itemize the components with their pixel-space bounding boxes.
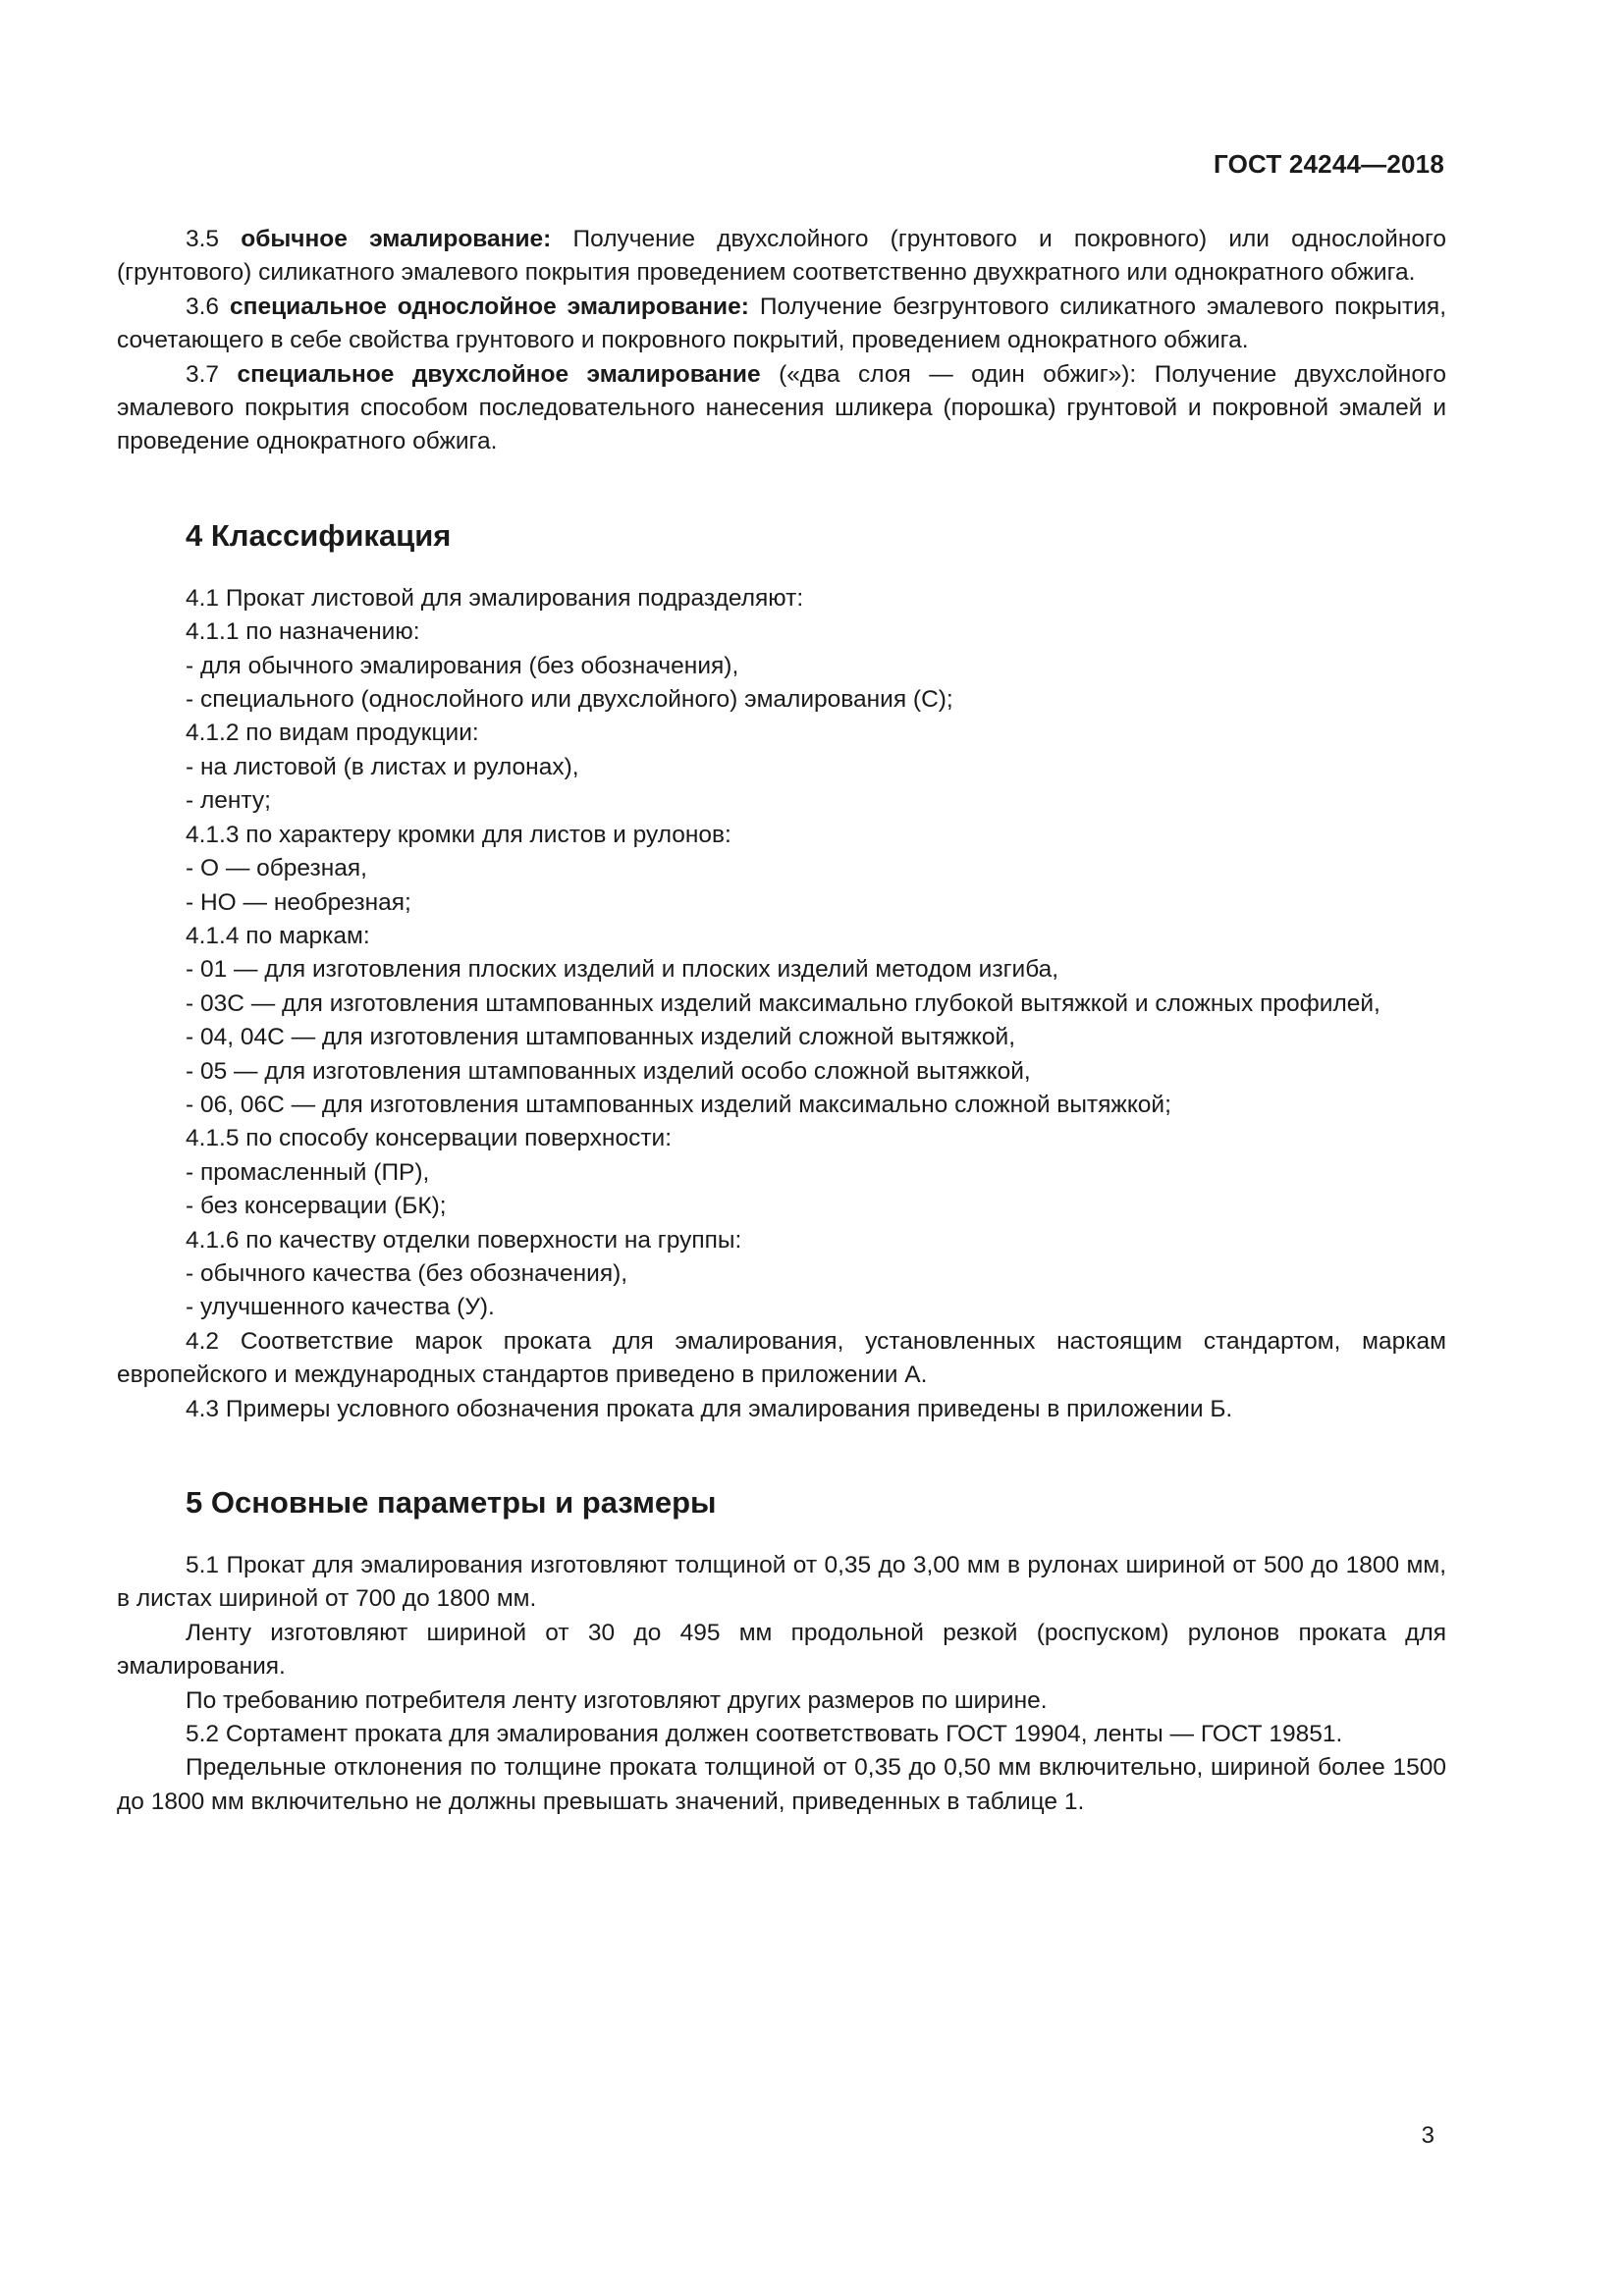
list-line: 4.1.5 по способу консервации поверхности: bbox=[186, 1125, 673, 1152]
clause-4-3: 4.3 Примеры условного обозначения проката для эмалирования приведены в приложении Б. bbox=[186, 1395, 1233, 1422]
clause-5-2: 5.2 Сортамент проката для эмалирования должен соответствовать ГОСТ 19904, ленты — ГОСТ 19851. bbox=[186, 1721, 1343, 1748]
list-line: - обычного качества (без обозначения), bbox=[186, 1259, 628, 1287]
clause-3-5 bbox=[117, 223, 1446, 291]
page-number: 3 bbox=[1421, 2122, 1434, 2149]
clause-3-7 bbox=[117, 358, 1446, 459]
clause-number: 3.5 bbox=[186, 226, 220, 252]
paragraph: Предельные отклонения по толщине проката толщиной от 0,35 до 0,50 мм включительно, шириной более 1500 до 1800 мм включительно не должны превышать значений, приведенных в таблице 1. bbox=[117, 1754, 1446, 1815]
list-line: - НО — необрезная; bbox=[186, 888, 411, 916]
list-line: - 05 — для изготовления штампованных изделий особо сложной вытяжкой, bbox=[186, 1057, 1031, 1085]
document-designation: ГОСТ 24244—2018 bbox=[1214, 149, 1444, 179]
list-line: 4.1.4 по маркам: bbox=[186, 922, 370, 949]
definition: Получение двухслойного (грунтового и покровного) или однослойного (грунтового) силикатного эмалевого покрытия проведением соответственно двухкратного или однократного обжига. bbox=[117, 226, 1447, 287]
term: специальное двухслойное эмалирование bbox=[237, 360, 761, 388]
list-line: - 04, 04С — для изготовления штампованных изделий сложной вытяжкой, bbox=[186, 1024, 1016, 1051]
list-line: - улучшенного качества (У). bbox=[186, 1294, 495, 1321]
list-line: - промасленный (ПР), bbox=[186, 1158, 430, 1186]
list-line: - на листовой (в листах и рулонах), bbox=[186, 753, 579, 780]
list-line: 4.1.3 по характеру кромки для листов и рулонов: bbox=[186, 821, 731, 848]
list-line: - без консервации (БК); bbox=[186, 1193, 447, 1220]
clause-4-2: 4.2 Соответствие марок проката для эмалирования, установленных настоящим стандартом, маркам европейского и международных стандартов приведено в приложении А. bbox=[117, 1327, 1446, 1389]
list-line: - ленту; bbox=[186, 787, 271, 815]
list-line: - для обычного эмалирования (без обозначения), bbox=[186, 652, 739, 679]
paragraph: По требованию потребителя ленту изготовляют других размеров по ширине. bbox=[186, 1686, 1048, 1714]
clause-3-6 bbox=[117, 291, 1446, 358]
clause-number: 3.7 bbox=[186, 360, 220, 388]
list-line: 4.1.2 по видам продукции: bbox=[186, 720, 479, 747]
term: специальное однослойное эмалирование: bbox=[230, 293, 749, 320]
list-line: 4.1.1 по назначению: bbox=[186, 618, 420, 646]
term: обычное эмалирование: bbox=[241, 226, 552, 252]
list-line: - 06, 06С — для изготовления штампованных изделий максимально сложной вытяжкой; bbox=[186, 1091, 1171, 1118]
paragraph: Ленту изготовляют шириной от 30 до 495 мм продольной резкой (роспуском) рулонов проката для эмалирования. bbox=[117, 1619, 1446, 1681]
section-heading-classification: 4 Классификация bbox=[186, 517, 452, 553]
page-content bbox=[117, 223, 1446, 1819]
clause-number: 3.6 bbox=[186, 293, 220, 320]
list-line: 4.1 Прокат листовой для эмалирования подразделяют: bbox=[186, 584, 804, 612]
list-line: - О — обрезная, bbox=[186, 855, 367, 882]
list-line: - 01 — для изготовления плоских изделий и плоских изделий методом изгиба, bbox=[186, 956, 1059, 984]
list-line: - специального (однослойного или двухслойного) эмалирования (С); bbox=[186, 686, 953, 714]
clause-5-1: 5.1 Прокат для эмалирования изготовляют толщиной от 0,35 до 3,00 мм в рулонах шириной от 500 до 1800 мм, в листах шириной от 700 до 1800 мм. bbox=[117, 1552, 1446, 1613]
list-line: - 03С — для изготовления штампованных изделий максимально глубокой вытяжкой и сложных профилей, bbox=[186, 989, 1380, 1017]
definition: Получение безгрунтового силикатного эмалевого покрытия, сочетающего в себе свойства грунтового и покровного покрытий, проведением однократного обжига. bbox=[117, 293, 1447, 354]
list-line: 4.1.6 по качеству отделки поверхности на группы: bbox=[186, 1226, 742, 1254]
definition: («два слоя — один обжиг»): Получение двухслойного эмалевого покрытия способом последовательного нанесения шликера (порошка) грунтовой и покровной эмалей и проведение однократного обжига. bbox=[117, 360, 1446, 455]
section-heading-parameters: 5 Основные параметры и размеры bbox=[186, 1485, 717, 1520]
